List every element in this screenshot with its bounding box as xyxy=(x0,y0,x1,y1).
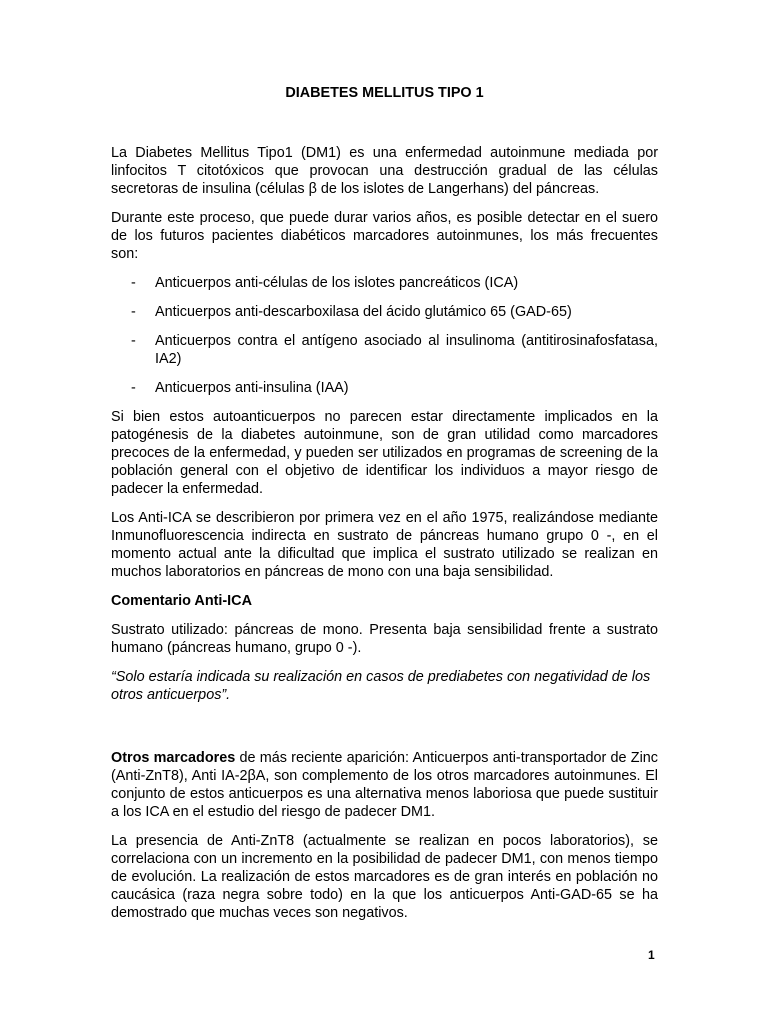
list-dash: - xyxy=(131,275,136,291)
list-dash: - xyxy=(131,304,136,320)
list-item-text: Anticuerpos anti-insulina (IAA) xyxy=(155,380,349,396)
list-item xyxy=(111,379,658,397)
list-item xyxy=(111,274,658,292)
section-heading-anti-ica: Comentario Anti-ICA xyxy=(111,593,252,609)
quote-indication: “Solo estaría indicada su realización en casos de prediabetes con negatividad de los otros anticuerpos”. xyxy=(111,669,651,703)
list-dash: - xyxy=(131,333,136,349)
page-number: 1 xyxy=(648,948,655,962)
paragraph-anti-ica-history: Los Anti-ICA se describieron por primera vez en el año 1975, realizándose mediante Inmunofluorescencia indirecta en sustrato de páncreas humano grupo 0 -, en el momento actual ante la dificultad que implica el sustrato utilizado se realizan en muchos laboratorios en páncreas de mono con una baja sensibilidad. xyxy=(111,510,658,580)
list-item-text: Anticuerpos contra el antígeno asociado al insulinoma (antitirosinafosfatasa, IA2) xyxy=(155,333,658,367)
paragraph-intro: La Diabetes Mellitus Tipo1 (DM1) es una enfermedad autoinmune mediada por linfocitos T citotóxicos que provocan una destrucción gradual de las células secretoras de insulina (células β de los islotes de Langerhans) del páncreas. xyxy=(111,145,658,197)
paragraph-other-markers xyxy=(111,749,658,821)
paragraph-znt8: La presencia de Anti-ZnT8 (actualmente se realizan en pocos laboratorios), se correlaciona con un incremento en la posibilidad de padecer DM1, con menos tiempo de evolución. La realización de estos marcadores es de gran interés en población no caucásica (raza negra sobre todo) en la que los anticuerpos Anti-GAD-65 se ha demostrado que muchas veces son negativos. xyxy=(111,833,658,921)
list-item-text: Anticuerpos anti-descarboxilasa del ácido glutámico 65 (GAD-65) xyxy=(155,304,572,320)
document-page xyxy=(111,84,658,933)
list-item xyxy=(111,303,658,321)
other-markers-text: de más reciente aparición: Anticuerpos anti-transportador de Zinc (Anti-ZnT8), Anti IA-2βA, son complemento de los otros marcadores autoinmunes. El conjunto de estos anticuerpos es una alternativa menos laboriosa que puede sustituir a los ICA en el estudio del riesgo de padecer DM1. xyxy=(111,750,658,820)
markers-list xyxy=(111,274,658,397)
paragraph-substrate: Sustrato utilizado: páncreas de mono. Presenta baja sensibilidad frente a sustrato humano (páncreas humano, grupo 0 -). xyxy=(111,622,658,656)
spacer xyxy=(111,715,658,749)
list-dash: - xyxy=(131,380,136,396)
document-title: DIABETES MELLITUS TIPO 1 xyxy=(285,85,484,101)
paragraph-markers-intro: Durante este proceso, que puede durar varios años, es posible detectar en el suero de los futuros pacientes diabéticos marcadores autoinmunes, los más frecuentes son: xyxy=(111,210,658,262)
other-markers-label: Otros marcadores xyxy=(111,750,236,766)
list-item-text: Anticuerpos anti-células de los islotes pancreáticos (ICA) xyxy=(155,275,519,291)
list-item xyxy=(111,332,658,368)
paragraph-autoantibodies: Si bien estos autoanticuerpos no parecen estar directamente implicados en la patogénesis de la diabetes autoinmune, son de gran utilidad como marcadores precoces de la enfermedad, y pueden ser utilizados en programas de screening de la población general con el objetivo de identificar los individuos a mayor riesgo de padecer la enfermedad. xyxy=(111,409,658,497)
